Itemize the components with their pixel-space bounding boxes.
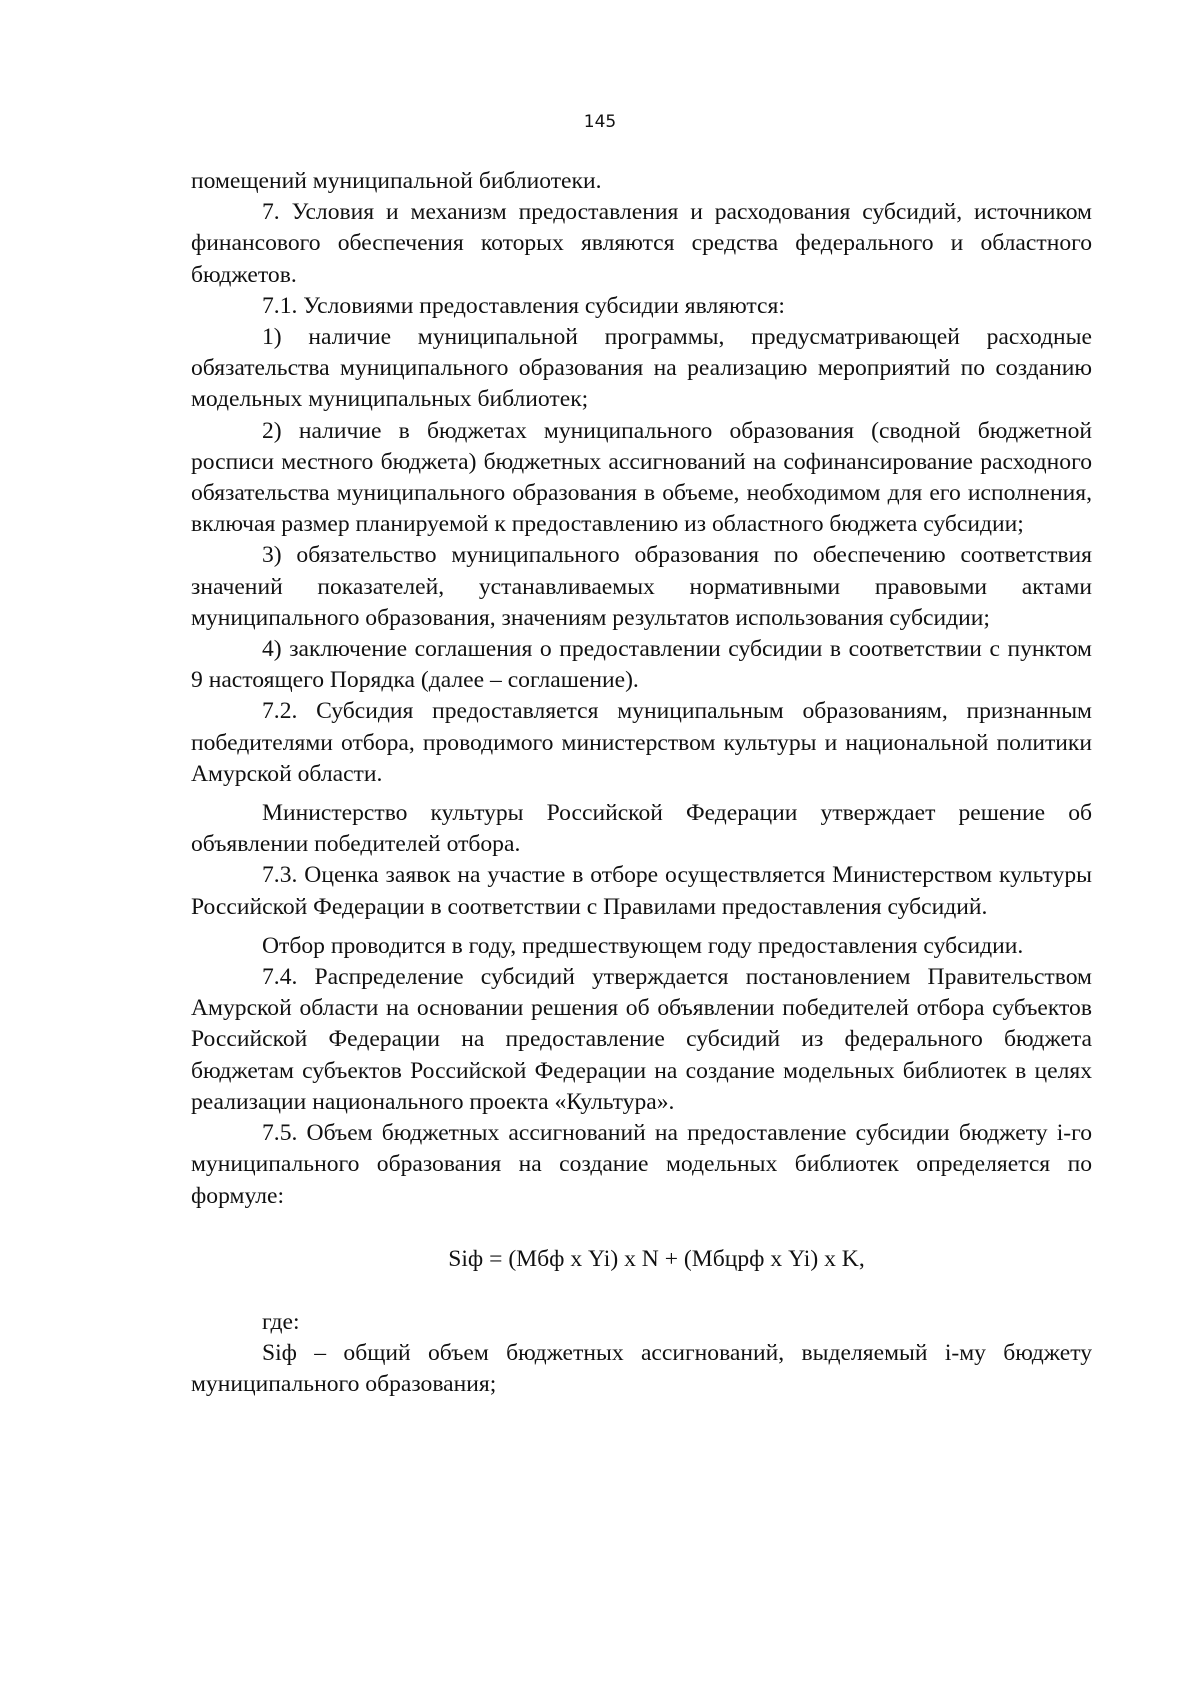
paragraph-7-1-item-2: 2) наличие в бюджетах муниципального образования (сводной бюджетной росписи местного бюджета) бюджетных ассигнований на софинансирование расходного обязательства муниципального образования в объеме, необходимом для его исполнения, включая размер планируемой к предоставлению из областного бюджета субсидии; — [191, 417, 1092, 538]
paragraph-continuation: помещений муниципальной библиотеки. — [191, 168, 602, 194]
paragraph-7-3: 7.3. Оценка заявок на участие в отборе осуществляется Министерством культуры Российской Федерации в соответствии с Правилами предоставления субсидий. — [191, 862, 1092, 920]
definition-si: Siф – общий объем бюджетных ассигнований, выделяемый i-му бюджету муниципального образования; — [191, 1340, 1092, 1398]
document-body — [191, 166, 1092, 1401]
paragraph-7-1-item-1: 1) наличие муниципальной программы, предусматривающей расходные обязательства муниципального образования на реализацию мероприятий по созданию модельных муниципальных библиотек; — [191, 324, 1092, 413]
paragraph-7-1: 7.1. Условиями предоставления субсидии являются: — [262, 292, 785, 319]
where-label: где: — [262, 1308, 300, 1335]
page-number: 145 — [583, 112, 617, 132]
paragraph-7-1-item-4: 4) заключение соглашения о предоставлении субсидии в соответствии с пунктом 9 настоящего Порядка (далее – соглашение). — [191, 636, 1092, 694]
formula: Siф = (Мбф х Yi) х N + (Мбцрф х Yi) х K, — [448, 1245, 865, 1272]
paragraph-7-2: 7.2. Субсидия предоставляется муниципальным образованиям, признанным победителями отбора, проводимого министерством культуры и национальной политики Амурской области. — [191, 698, 1092, 787]
paragraph-7-4: 7.4. Распределение субсидий утверждается постановлением Правительством Амурской области на основании решения об объявлении победителей отбора субъектов Российской Федерации на предоставление субсидий из федерального бюджета бюджетам субъектов Российской Федерации на создание модельных библиотек в целях реализации национального проекта «Культура». — [191, 964, 1092, 1115]
paragraph-section-7: 7. Условия и механизм предоставления и расходования субсидий, источником финансового обеспечения которых являются средства федерального и областного бюджетов. — [191, 199, 1092, 288]
paragraph-selection-year: Отбор проводится в году, предшествующем году предоставления субсидии. — [262, 932, 1024, 959]
paragraph-7-5: 7.5. Объем бюджетных ассигнований на предоставление субсидии бюджету i-го муниципального образования на создание модельных библиотек определяется по формуле: — [191, 1120, 1092, 1209]
paragraph-ministry-decision: Министерство культуры Российской Федерации утверждает решение об объявлении победителей отбора. — [191, 800, 1092, 858]
paragraph-7-1-item-3: 3) обязательство муниципального образования по обеспечению соответствия значений показателей, устанавливаемых нормативными правовыми актами муниципального образования, значениям результатов использования субсидии; — [191, 542, 1092, 631]
